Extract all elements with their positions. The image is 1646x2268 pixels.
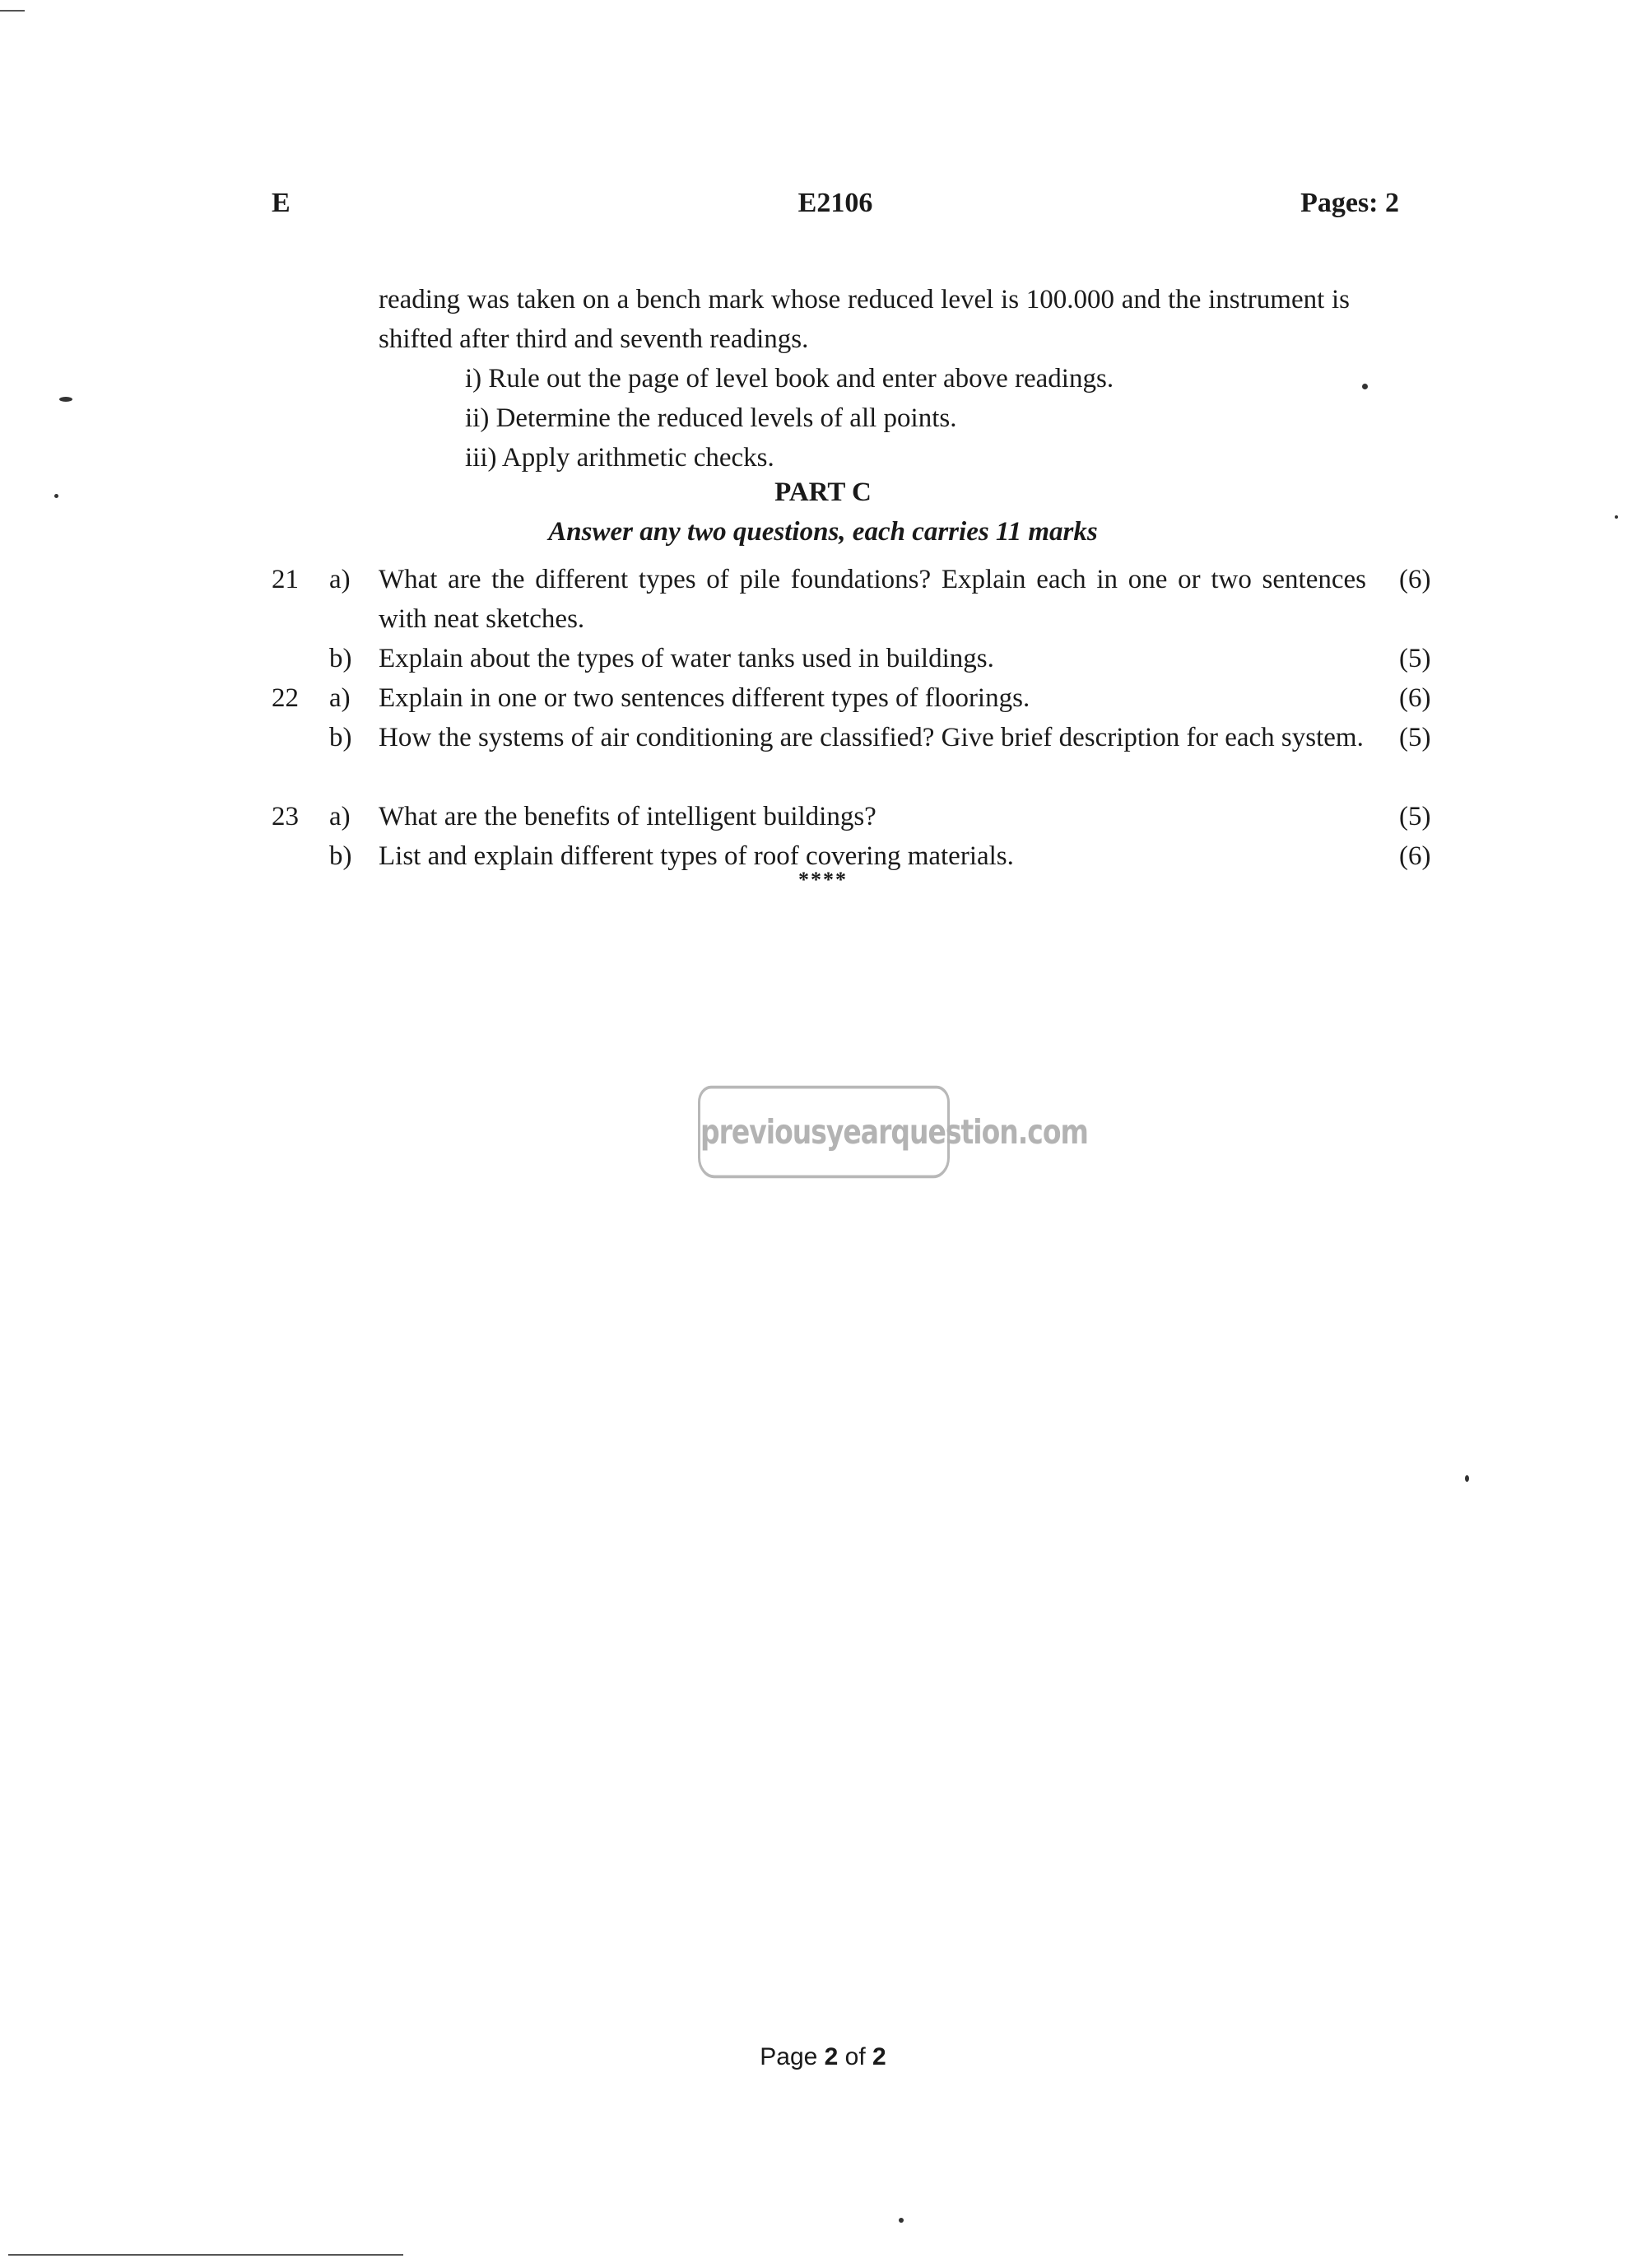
part-c-title: PART C [774, 477, 872, 507]
subitem: i) Rule out the page of level book and enter above readings. [465, 364, 1114, 394]
scan-speck [54, 494, 58, 498]
question-number: 22 [272, 683, 299, 713]
question-marks: (5) [1399, 723, 1431, 752]
question-text: How the systems of air conditioning are classified? Give brief description for each system. [379, 723, 1364, 752]
page-header [272, 188, 1399, 229]
part-c-instruction: Answer any two questions, each carries 11 marks [548, 517, 1098, 547]
continuation-subitems [465, 359, 1370, 477]
subitem: iii) Apply arithmetic checks. [465, 443, 774, 473]
scan-speck [899, 2218, 904, 2223]
question-part-label: a) [329, 802, 351, 831]
page-footer [0, 2043, 1646, 2071]
header-page-count: Pages: 2 [1300, 188, 1399, 218]
question-part-label: a) [329, 565, 351, 594]
scan-speck [1615, 515, 1618, 519]
question-text: What are the benefits of intelligent buildings? [379, 802, 876, 831]
question-number: 21 [272, 565, 299, 594]
question-marks: (6) [1399, 841, 1431, 871]
scan-edge-mark [0, 10, 25, 12]
question-part-label: b) [329, 841, 352, 871]
header-series-letter: E [272, 188, 291, 218]
question-marks: (5) [1399, 802, 1431, 831]
footer-total-pages: 2 [872, 2043, 886, 2070]
question-part-label: b) [329, 723, 352, 752]
watermark-logo: previousyearquestion.com [698, 1086, 950, 1179]
footer-current-page: 2 [824, 2043, 839, 2070]
end-marker: **** [798, 868, 848, 892]
question-text: Explain in one or two sentences different types of floorings. [379, 683, 1030, 713]
footer-middle: of [838, 2043, 873, 2070]
question-part-label: b) [329, 644, 352, 673]
question-text: Explain about the types of water tanks used in buildings. [379, 644, 994, 673]
scan-edge-mark [8, 2254, 403, 2256]
scan-speck [1362, 384, 1368, 389]
question-marks: (6) [1399, 565, 1431, 594]
scan-speck [1465, 1475, 1469, 1482]
question-marks: (5) [1399, 644, 1431, 673]
question-text: List and explain different types of roof covering materials. [379, 841, 1014, 871]
question-marks: (6) [1399, 683, 1431, 713]
continuation-text: reading was taken on a bench mark whose reduced level is 100.000 and the instrument is shifted after third and seventh readings. [379, 285, 1350, 354]
header-paper-code: E2106 [797, 188, 873, 218]
scan-speck [59, 397, 72, 402]
footer-prefix: Page [760, 2043, 825, 2070]
question-part-label: a) [329, 683, 351, 713]
subitem: ii) Determine the reduced levels of all points. [465, 403, 957, 433]
question-text: What are the different types of pile foundations? Explain each in one or two sentences with neat sketches. [379, 565, 1366, 634]
question-number: 23 [272, 802, 299, 831]
